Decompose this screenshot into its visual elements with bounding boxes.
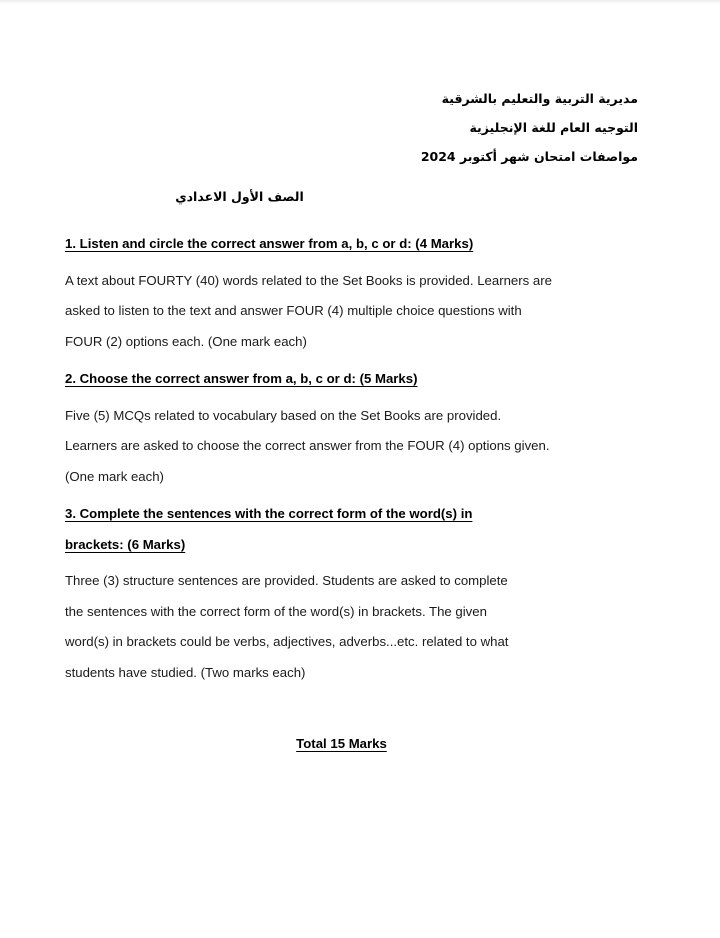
section-2-body-line-1: Five (5) MCQs related to vocabulary based on the Set Books are provided. <box>65 407 502 423</box>
section-3-body-line-3: word(s) in brackets could be verbs, adjectives, adverbs...etc. related to what <box>65 634 509 649</box>
grade-line: الصف الأول الاعدادي <box>175 189 304 204</box>
section-1-body-line-3: FOUR (2) options each. (One mark each) <box>65 333 307 349</box>
section-3-body-line-2: the sentences with the correct form of the word(s) in brackets. The given <box>65 603 487 619</box>
section-1-heading-line-1: 1. Listen and circle the correct answer from a, b, c or d: (4 Marks) <box>65 236 474 251</box>
section-3 <box>65 499 638 688</box>
section-1-body-line-1: A text about FOURTY (40) words related to the Set Books is provided. Learners are <box>65 272 552 288</box>
section-3-heading <box>65 499 638 560</box>
section-3-heading-line-1: 3. Complete the sentences with the correct form of the word(s) in <box>65 506 473 521</box>
arabic-header-line-1: مديرية التربية والتعليم بالشرقية <box>441 91 638 106</box>
section-3-body-line-1: Three (3) structure sentences are provided. Students are asked to complete <box>65 573 508 588</box>
section-1 <box>65 229 638 357</box>
total-marks-text: Total 15 Marks <box>296 736 387 751</box>
section-2-body-line-2: Learners are asked to choose the correct answer from the FOUR (4) options given. <box>65 438 550 453</box>
section-2-body <box>65 401 638 493</box>
arabic-header-line-3: مواصفات امتحان شهر أكتوبر 2024 <box>420 149 638 164</box>
section-2-body-line-3: (One mark each) <box>65 468 164 484</box>
section-2 <box>65 364 638 492</box>
total-marks-line <box>65 729 638 759</box>
section-1-body-line-2: asked to listen to the text and answer FOUR (4) multiple choice questions with <box>65 303 522 318</box>
section-3-body-line-4: students have studied. (Two marks each) <box>65 664 306 680</box>
section-1-body <box>65 266 638 358</box>
arabic-header-block <box>65 84 638 171</box>
section-1-heading <box>65 229 638 260</box>
section-2-heading-line-1: 2. Choose the correct answer from a, b, c or d: (5 Marks) <box>65 371 418 386</box>
section-3-body <box>65 566 638 688</box>
section-3-heading-line-2: brackets: (6 Marks) <box>65 536 186 552</box>
section-2-heading <box>65 364 638 395</box>
arabic-header-line-2: التوجيه العام للغة الإنجليزية <box>469 120 638 135</box>
